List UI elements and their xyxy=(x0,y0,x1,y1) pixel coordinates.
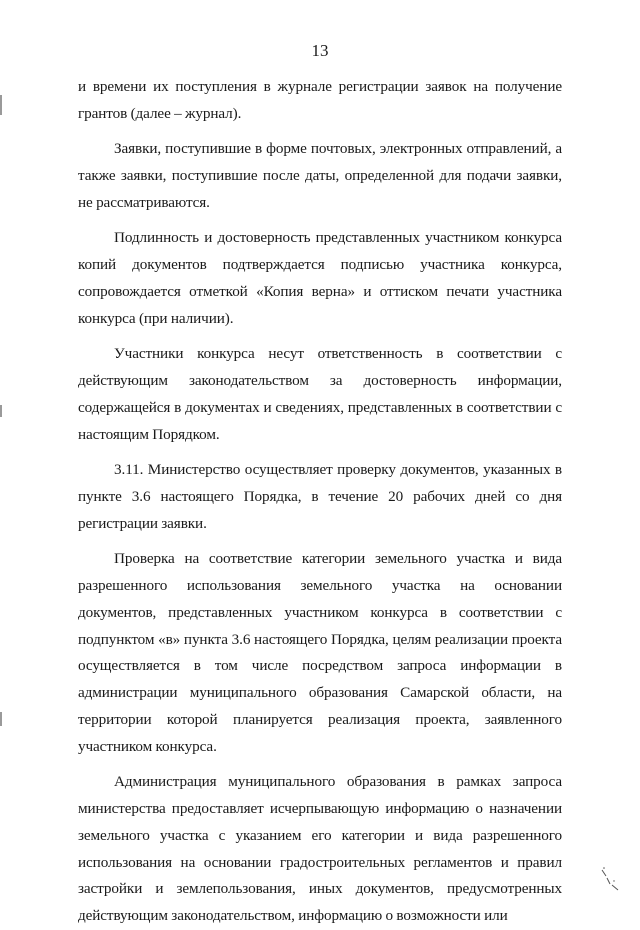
paragraph-rejected-applications: Заявки, поступившие в форме почтовых, электронных отправлений, а также заявки, поступившие после даты, определенной для подачи заявки, не рассматриваются. xyxy=(78,140,562,211)
scan-speck-mark xyxy=(598,866,624,892)
scan-edge-mark-middle xyxy=(0,405,2,417)
paragraph-participant-responsibility: Участники конкурса несут ответственность в соответствии с действующим законодательством за достоверность информации, содержащейся в документах и сведениях, представленных в соответствии с настоящим Порядком. xyxy=(78,345,562,443)
scan-edge-mark-lower xyxy=(0,712,2,726)
paragraph-document-authenticity: Подлинность и достоверность представленных участником конкурса копий документов подтверждается подписью участника конкурса, сопровождается отметкой «Копия верна» и оттиском печати участника конкурса (при наличии). xyxy=(78,229,562,327)
paragraph-clause-3-11: 3.11. Министерство осуществляет проверку документов, указанных в пункте 3.6 настоящего Порядка, в течение 20 рабочих дней со дня регистрации заявки. xyxy=(78,461,562,532)
paragraph-administration-info: Администрация муниципального образования в рамках запроса министерства предоставляет исчерпывающую информацию о назначении земельного участка с указанием его категории и вида разрешенного использования на основании градостроительных регламентов и правил застройки и землепользования, иных документов, предусмотренных действующим законодательством, информацию о возможности или xyxy=(78,773,562,925)
paragraph-journal-registration: и времени их поступления в журнале регистрации заявок на получение грантов (далее – журнал). xyxy=(78,78,562,122)
scan-edge-mark-top xyxy=(0,95,2,115)
document-body xyxy=(78,74,562,930)
page-number: 13 xyxy=(311,41,329,60)
paragraph-land-category-check: Проверка на соответствие категории земельного участка и вида разрешенного использования земельного участка на основании документов, представленных участником конкурса в соответствии с подпунктом «в» пункта 3.6 настоящего Порядка, целям реализации проекта осуществляется в том числе посредством запроса информации в администрации муниципального образования Самарской области, на территории которой планируется реализация проекта, заявленного участником конкурса. xyxy=(78,550,562,755)
